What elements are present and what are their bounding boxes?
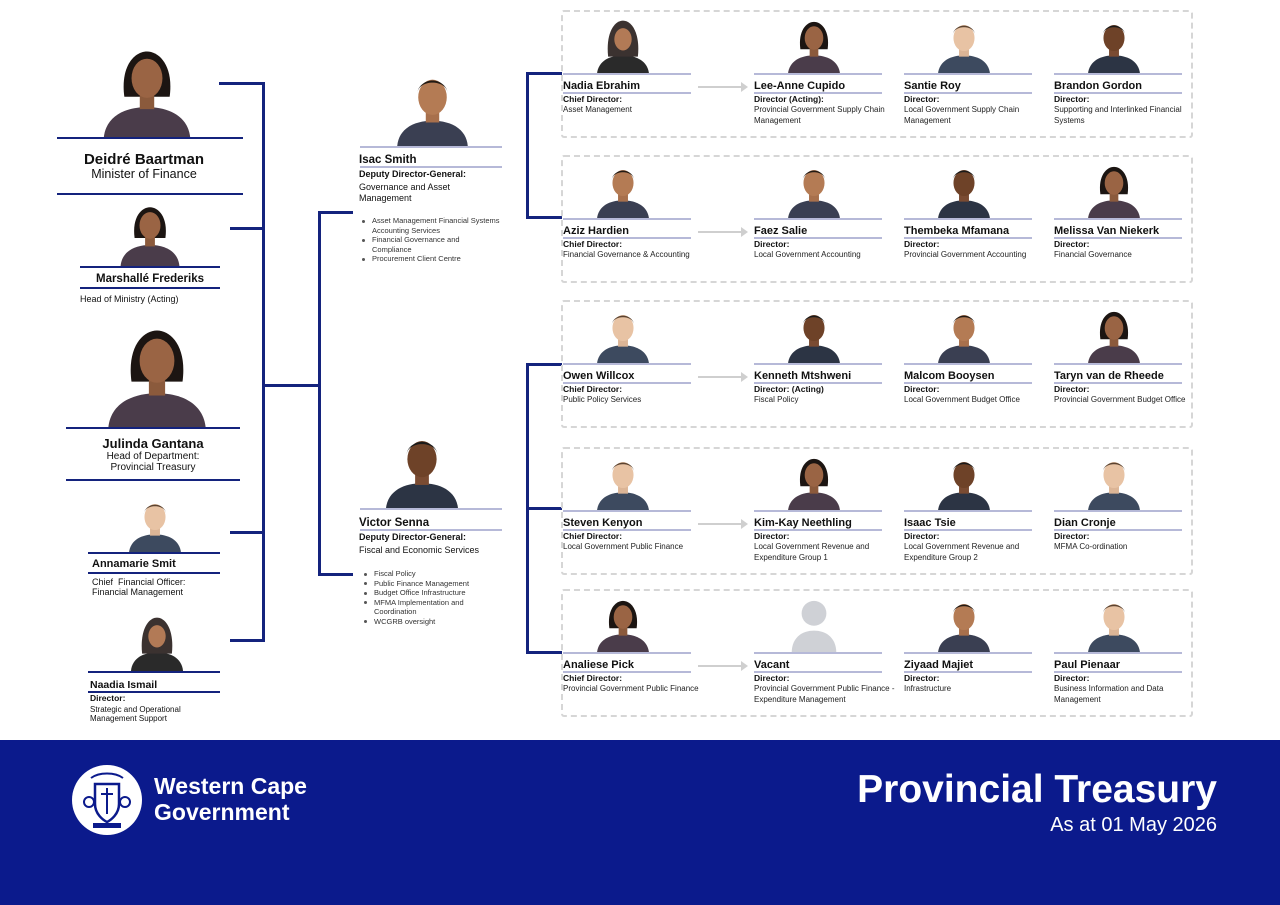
arrow-icon bbox=[698, 86, 746, 88]
person-photo bbox=[585, 157, 661, 219]
person-desc: Infrastructure bbox=[904, 684, 952, 693]
person-desc: Asset Management bbox=[563, 105, 632, 114]
minister-rule-top bbox=[57, 137, 243, 139]
person-desc: Provincial Government Accounting bbox=[904, 250, 1027, 259]
person-desc: Provincial Government Public Finance bbox=[563, 684, 699, 693]
person-role: Director: bbox=[904, 384, 940, 394]
person-role: Chief Director: bbox=[563, 239, 623, 249]
person-photo bbox=[926, 449, 1002, 511]
hod-name: Julinda Gantana bbox=[102, 436, 204, 451]
person-name: Lee-Anne Cupido bbox=[754, 80, 846, 92]
cfo-title-line2: Financial Management bbox=[92, 587, 184, 597]
person-rule-top bbox=[754, 510, 882, 512]
ministry-head-name: Marshallé Frederiks bbox=[95, 273, 205, 285]
hod-rule-bottom bbox=[66, 479, 240, 481]
person-photo bbox=[585, 591, 661, 653]
as-at-date: As at 01 May 2026 bbox=[1050, 814, 1217, 836]
person-name: Malcom Booysen bbox=[904, 370, 995, 382]
person-role: Director: bbox=[904, 531, 940, 541]
strategic-photo bbox=[126, 609, 188, 671]
cfo-name: Annamarie Smit bbox=[92, 558, 176, 570]
person-desc: Public Policy Services bbox=[563, 395, 642, 404]
person-photo bbox=[1076, 449, 1152, 511]
person-photo bbox=[926, 157, 1002, 219]
strategic-desc-line1: Strategic and Operational bbox=[90, 705, 181, 714]
minister-rule-bottom bbox=[57, 193, 243, 195]
person-rule-top bbox=[1054, 73, 1182, 75]
person-name: Steven Kenyon bbox=[563, 517, 643, 529]
person-photo bbox=[776, 449, 852, 511]
person-rule-top bbox=[563, 652, 691, 654]
person-name: Melissa Van Niekerk bbox=[1054, 225, 1160, 237]
connector-minister bbox=[219, 82, 265, 85]
person-photo bbox=[776, 302, 852, 364]
strategic-rule-top bbox=[88, 671, 220, 673]
person-name: Santie Roy bbox=[904, 80, 961, 92]
list-item: Budget Office Infrastructure bbox=[372, 588, 502, 598]
person-name: Paul Pienaar bbox=[1054, 659, 1121, 671]
person-desc: Provincial Government Budget Office bbox=[1054, 395, 1186, 404]
person-role: Director: bbox=[1054, 673, 1090, 683]
connector-ddg-fiscal bbox=[318, 573, 353, 576]
hod-rule-top bbox=[66, 427, 240, 429]
ddg-governance-role: Deputy Director-General: bbox=[359, 169, 467, 179]
person-photo bbox=[926, 591, 1002, 653]
person-name: Brandon Gordon bbox=[1054, 80, 1142, 92]
person-desc: Fiscal Policy bbox=[754, 395, 799, 404]
ddg-governance-desc-line1: Governance and Asset bbox=[359, 182, 451, 192]
person-rule-top bbox=[754, 363, 882, 365]
person-rule-top bbox=[563, 73, 691, 75]
person-rule-top bbox=[754, 652, 882, 654]
arrow-icon bbox=[698, 523, 746, 525]
person-rule-top bbox=[904, 73, 1032, 75]
person-rule-top bbox=[1054, 510, 1182, 512]
person-name: Isaac Tsie bbox=[904, 517, 956, 529]
person-rule-top bbox=[754, 218, 882, 220]
person-photo bbox=[1076, 12, 1152, 74]
cfo-title-line1: Chief Financial Officer: bbox=[92, 577, 186, 587]
minister-name: Deidré Baartman bbox=[83, 151, 205, 168]
arrow-icon bbox=[698, 665, 746, 667]
person-photo bbox=[585, 302, 661, 364]
coat-of-arms-icon bbox=[71, 764, 143, 836]
ddg-fiscal-desc: Fiscal and Economic Services bbox=[359, 545, 480, 555]
connector-governance-bottom bbox=[526, 216, 562, 219]
cfo-photo bbox=[120, 491, 190, 553]
list-item: Asset Management Financial Systems Accounting Services bbox=[372, 216, 500, 235]
connector-ministry-head bbox=[230, 227, 265, 230]
connector-ddg-vertical bbox=[318, 211, 321, 576]
person-rule-top bbox=[1054, 218, 1182, 220]
connector-governance-top bbox=[526, 72, 562, 75]
hod-title-line2: Provincial Treasury bbox=[110, 462, 196, 473]
person-name: Kenneth Mtshweni bbox=[754, 370, 852, 382]
person-desc: Local Government Public Finance bbox=[563, 542, 684, 551]
person-name: Taryn van de Rheede bbox=[1054, 370, 1164, 382]
connector-strategic bbox=[230, 639, 265, 642]
person-role: Director: bbox=[1054, 239, 1090, 249]
person-desc: Financial Governance bbox=[1054, 250, 1132, 259]
strategic-name: Naadia Ismail bbox=[90, 679, 158, 691]
person-role: Director: bbox=[754, 673, 790, 683]
person-role: Director: bbox=[904, 673, 940, 683]
person-name: Nadia Ebrahim bbox=[563, 80, 641, 92]
person-name: Owen Willcox bbox=[563, 370, 635, 382]
ministry-head-photo bbox=[110, 196, 190, 266]
person-desc: Supporting and Interlinked Financial Systems bbox=[1054, 105, 1182, 125]
ddg-fiscal-units bbox=[362, 569, 502, 626]
person-name: Faez Salie bbox=[754, 225, 808, 237]
person-role: Chief Director: bbox=[563, 94, 623, 104]
cfo-rule-top bbox=[88, 552, 220, 554]
page-title: Provincial Treasury bbox=[857, 768, 1217, 811]
person-role: Director: bbox=[1054, 384, 1090, 394]
ddg-fiscal-rule-bottom bbox=[360, 529, 502, 531]
ministry-head-rule-bottom bbox=[80, 287, 220, 289]
arrow-icon bbox=[698, 376, 746, 378]
person-desc: Local Government Supply Chain Management bbox=[904, 105, 1020, 125]
hod-photo bbox=[82, 312, 232, 428]
list-item: WCGRB oversight bbox=[372, 617, 502, 627]
connector-left-vertical bbox=[262, 82, 265, 641]
person-name: Analiese Pick bbox=[563, 659, 634, 671]
connector-fiscal-mid bbox=[526, 507, 562, 510]
person-role: Director: bbox=[754, 531, 790, 541]
person-role: Director: bbox=[904, 94, 940, 104]
person-rule-top bbox=[1054, 363, 1182, 365]
minister-photo bbox=[82, 35, 212, 138]
ddg-fiscal-name: Victor Senna bbox=[359, 517, 430, 529]
person-rule-top bbox=[904, 652, 1032, 654]
person-rule-top bbox=[1054, 652, 1182, 654]
person-rule-top bbox=[563, 510, 691, 512]
person-photo bbox=[776, 157, 852, 219]
person-desc: Local Government Accounting bbox=[754, 250, 861, 259]
person-photo bbox=[585, 449, 661, 511]
person-role: Director: bbox=[1054, 531, 1090, 541]
person-photo bbox=[776, 591, 852, 653]
person-desc: Local Government Revenue and Expenditure Group 1 bbox=[754, 542, 870, 562]
person-name: Vacant bbox=[754, 659, 790, 671]
person-name: Dian Cronje bbox=[1054, 517, 1116, 529]
ddg-governance-rule-bottom bbox=[360, 166, 502, 168]
cfo-rule-bottom bbox=[88, 572, 220, 574]
person-rule-top bbox=[754, 73, 882, 75]
person-desc: Local Government Revenue and Expenditure Group 2 bbox=[904, 542, 1020, 562]
hod-title-line1: Head of Department: bbox=[106, 451, 200, 462]
person-name: Kim-Kay Neethling bbox=[754, 517, 852, 529]
connector-governance-bracket bbox=[526, 72, 529, 219]
person-name: Aziz Hardien bbox=[563, 225, 630, 237]
person-desc: Provincial Government Public Finance - Expenditure Management bbox=[754, 684, 895, 704]
ddg-governance-name: Isac Smith bbox=[359, 154, 417, 166]
connector-cfo bbox=[230, 531, 265, 534]
strategic-role: Director: bbox=[90, 693, 126, 703]
person-rule-top bbox=[904, 218, 1032, 220]
person-photo bbox=[1076, 157, 1152, 219]
org-name-line2: Government bbox=[154, 799, 290, 825]
list-item: Procurement Client Centre bbox=[370, 254, 500, 264]
connector-fiscal-top bbox=[526, 363, 562, 366]
ddg-fiscal-rule-top bbox=[360, 508, 502, 510]
person-role: Director: (Acting) bbox=[754, 384, 824, 394]
strategic-desc-line2: Management Support bbox=[90, 714, 167, 723]
ddg-fiscal-role: Deputy Director-General: bbox=[359, 532, 467, 542]
connector-ddg-governance bbox=[318, 211, 353, 214]
person-rule-top bbox=[563, 218, 691, 220]
person-rule-top bbox=[904, 363, 1032, 365]
person-role: Director: bbox=[1054, 94, 1090, 104]
list-item: Financial Governance and Compliance bbox=[370, 235, 500, 254]
org-name-line1: Western Cape bbox=[154, 773, 307, 799]
list-item: MFMA Implementation and Coordination bbox=[372, 598, 502, 617]
person-name: Thembeka Mfamana bbox=[904, 225, 1010, 237]
person-photo bbox=[926, 302, 1002, 364]
ddg-governance-photo bbox=[385, 62, 480, 146]
footer-banner bbox=[0, 740, 1280, 905]
minister-title: Minister of Finance bbox=[91, 167, 197, 181]
person-desc: MFMA Co-ordination bbox=[1054, 542, 1128, 551]
list-item: Public Finance Management bbox=[372, 579, 502, 589]
ddg-fiscal-photo bbox=[362, 423, 482, 509]
person-photo bbox=[926, 12, 1002, 74]
person-name: Ziyaad Majiet bbox=[904, 659, 974, 671]
person-desc: Financial Governance & Accounting bbox=[563, 250, 690, 259]
person-rule-top bbox=[563, 363, 691, 365]
person-photo bbox=[585, 12, 661, 74]
person-role: Chief Director: bbox=[563, 673, 623, 683]
person-desc: Provincial Government Supply Chain Management bbox=[754, 105, 885, 125]
person-role: Director (Acting): bbox=[754, 94, 824, 104]
ministry-head-rule-top bbox=[80, 266, 220, 268]
person-photo bbox=[1076, 591, 1152, 653]
arrow-icon bbox=[698, 231, 746, 233]
ddg-governance-desc-line2: Management bbox=[359, 193, 412, 203]
person-role: Chief Director: bbox=[563, 384, 623, 394]
person-rule-top bbox=[904, 510, 1032, 512]
connector-hod-to-ddg bbox=[265, 384, 321, 387]
ddg-governance-units bbox=[360, 216, 500, 264]
person-desc: Business Information and Data Management bbox=[1054, 684, 1164, 704]
connector-fiscal-bottom bbox=[526, 651, 562, 654]
ministry-head-title: Head of Ministry (Acting) bbox=[80, 294, 179, 304]
person-role: Director: bbox=[754, 239, 790, 249]
ddg-governance-rule-top bbox=[360, 146, 502, 148]
person-role: Director: bbox=[904, 239, 940, 249]
person-photo bbox=[776, 12, 852, 74]
person-desc: Local Government Budget Office bbox=[904, 395, 1020, 404]
person-role: Chief Director: bbox=[563, 531, 623, 541]
list-item: Fiscal Policy bbox=[372, 569, 502, 579]
person-photo bbox=[1076, 302, 1152, 364]
